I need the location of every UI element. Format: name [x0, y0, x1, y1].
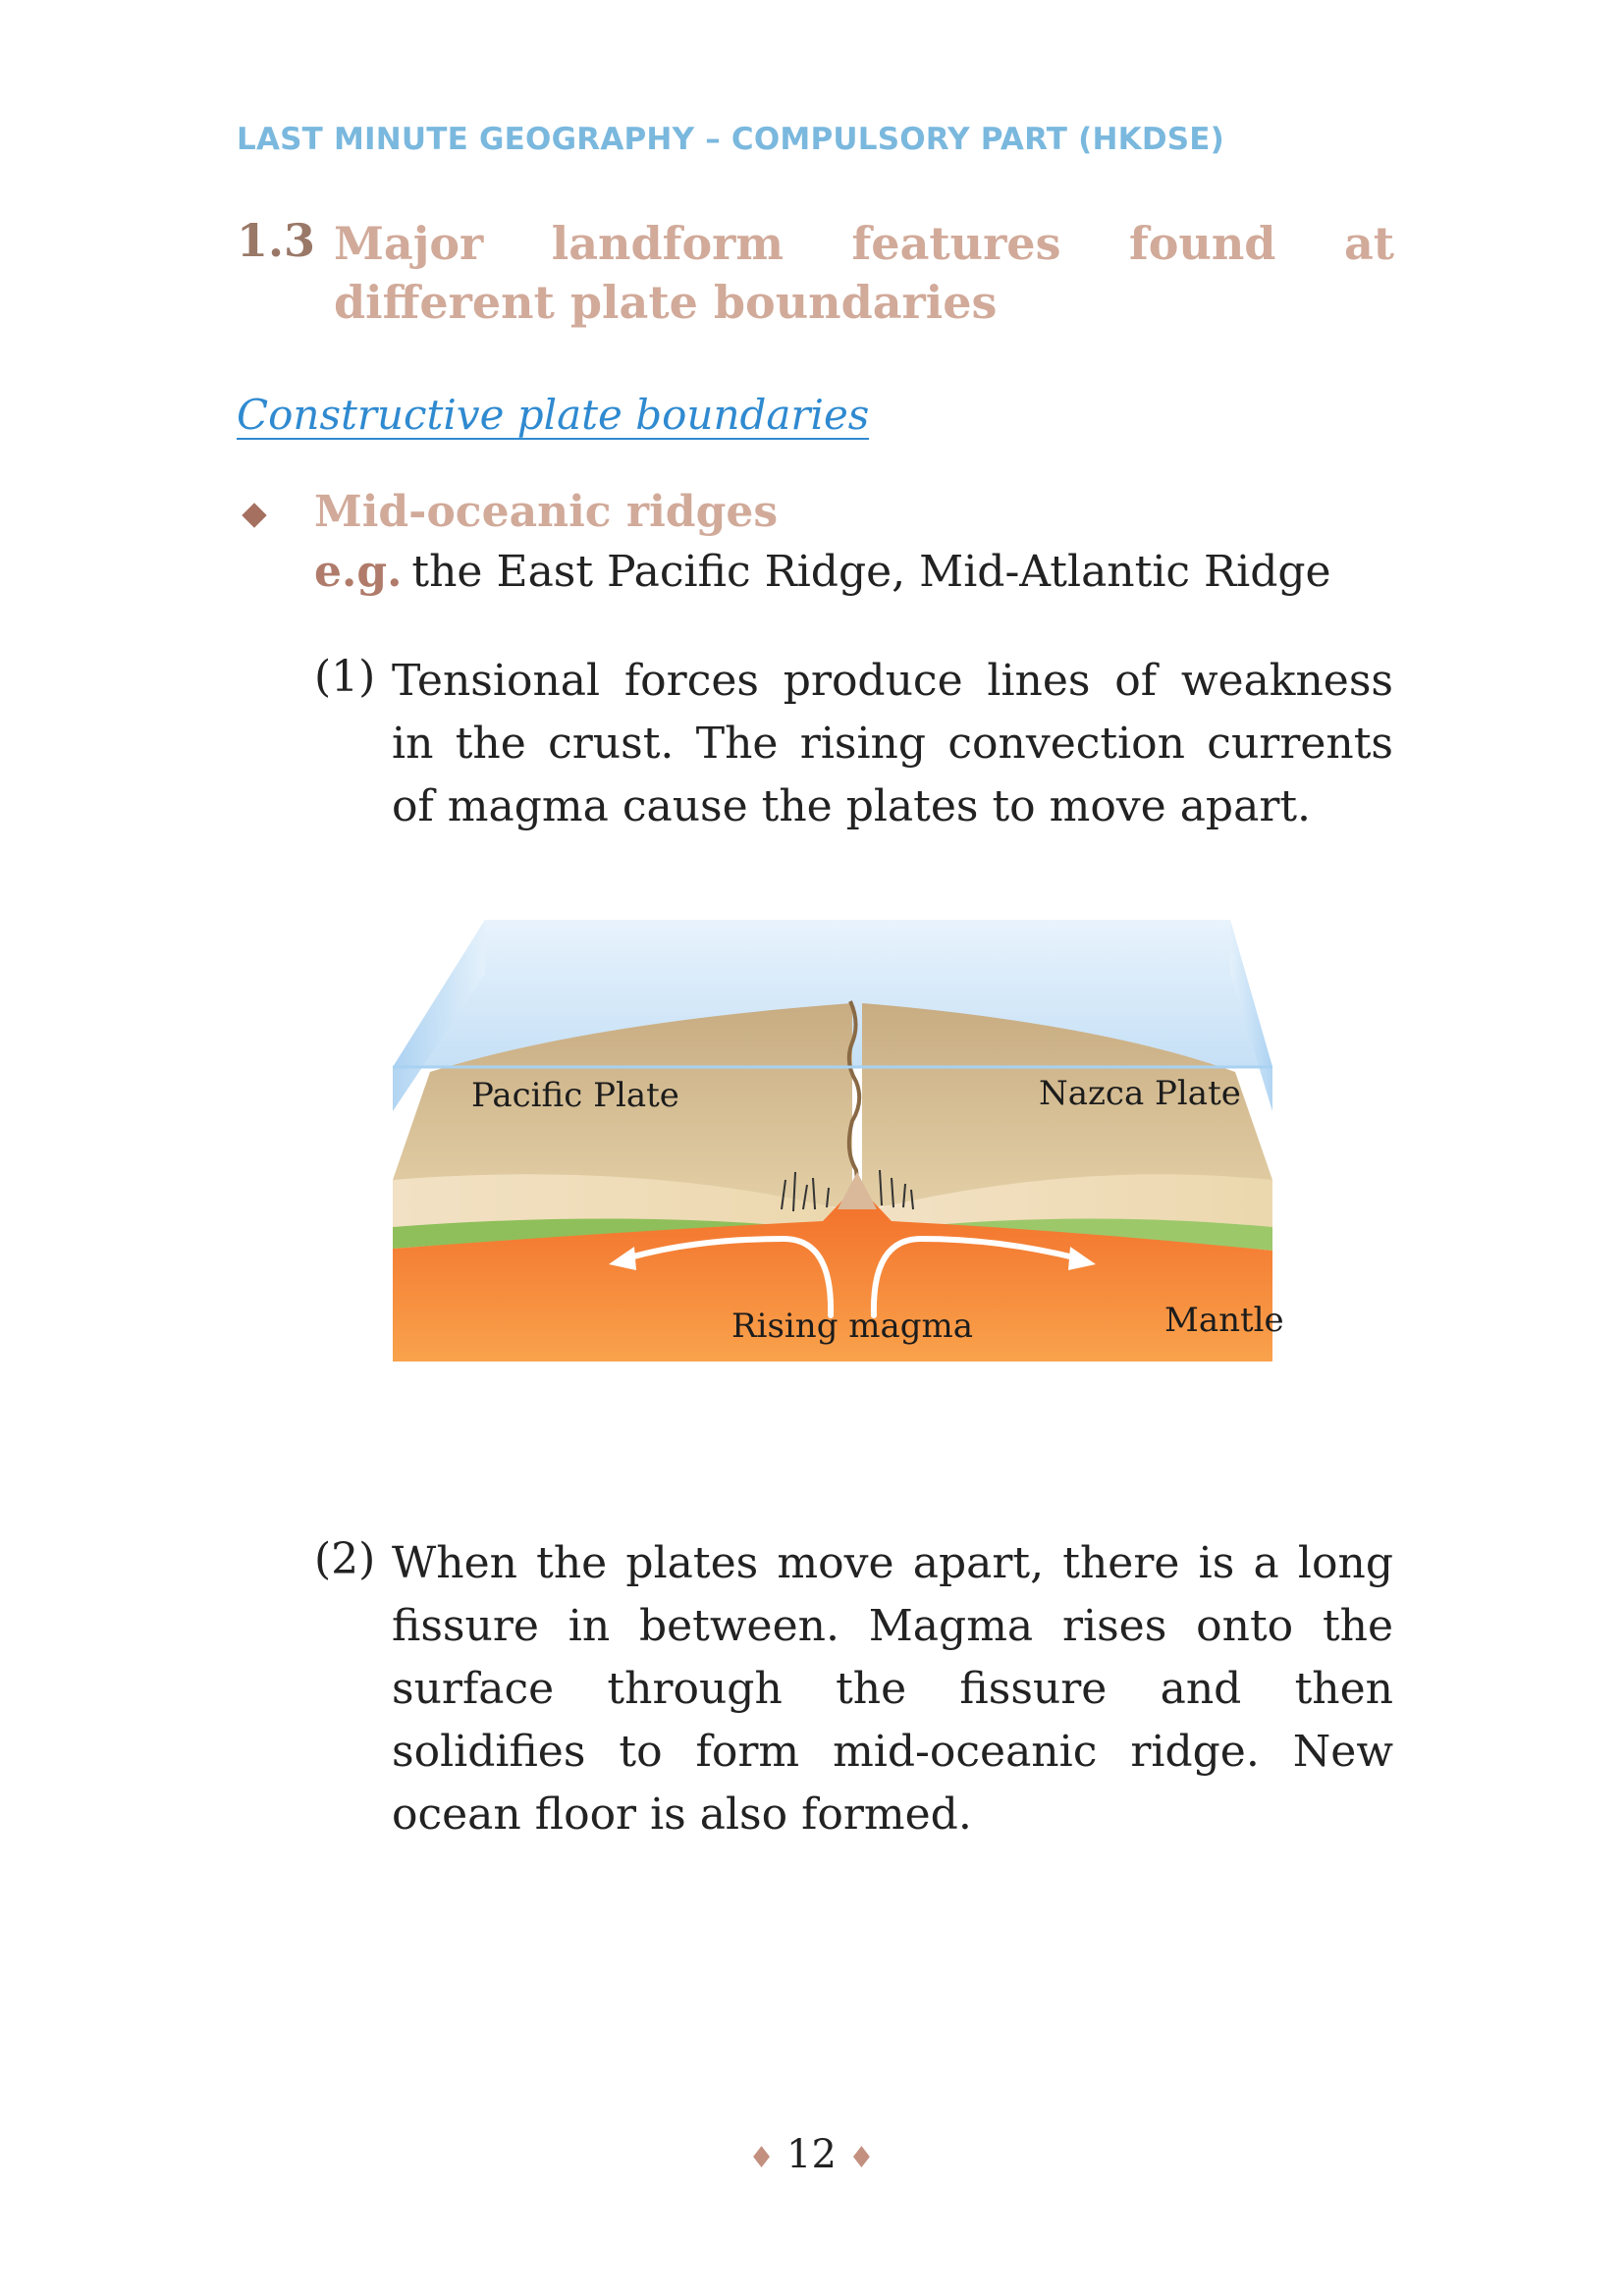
bullet-title: Mid-oceanic ridges	[314, 487, 779, 537]
page-number: 12	[786, 2132, 837, 2177]
running-header: LAST MINUTE GEOGRAPHY – COMPULSORY PART (HKDSE)	[237, 122, 1225, 157]
label-pacific-plate: Pacific Plate	[471, 1076, 679, 1115]
section-title: Major landform features found at different plate boundaries	[334, 217, 1394, 329]
point-1-number: (1)	[314, 652, 376, 702]
eg-label: e.g.	[314, 547, 403, 597]
example-line	[314, 547, 1331, 597]
plate-boundary-diagram	[391, 915, 1324, 1366]
diamond-left-icon: ♦	[748, 2140, 776, 2175]
eg-text: the East Pacific Ridge, Mid-Atlantic Ridge	[411, 547, 1331, 597]
label-mantle: Mantle	[1164, 1301, 1284, 1340]
section-number: 1.3	[237, 214, 316, 267]
diamond-right-icon: ♦	[847, 2140, 875, 2175]
label-rising-magma: Rising magma	[731, 1307, 974, 1346]
point-1-text: Tensional forces produce lines of weakness in the crust. The rising convection currents of magma cause the plates to move apart.	[392, 656, 1393, 831]
point-2-text: When the plates move apart, there is a long fissure in between. Magma rises onto the surface through the fissure and then solidifies to form mid-oceanic ridge. New ocean floor is also formed.	[392, 1538, 1393, 1840]
point-2-number: (2)	[314, 1534, 376, 1584]
label-nazca-plate: Nazca Plate	[1039, 1074, 1241, 1113]
page-footer	[0, 2132, 1623, 2177]
diamond-bullet-icon	[242, 503, 266, 527]
subheading: Constructive plate boundaries	[237, 391, 870, 439]
